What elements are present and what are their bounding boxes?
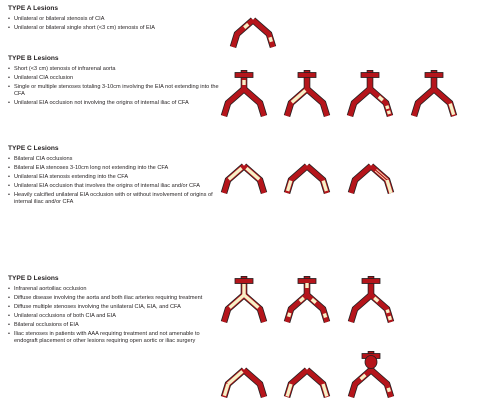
type-c-diagram-2 bbox=[287, 166, 327, 193]
left-iliac-vessel bbox=[350, 89, 370, 116]
left-iliac-vessel bbox=[351, 295, 371, 322]
lesion-left-eia bbox=[289, 313, 290, 317]
type-d-diagram-3 bbox=[351, 276, 391, 322]
type-d-item-5: • Bilateral occlusions of EIA bbox=[8, 322, 220, 329]
type-c-item-1: • Bilateral CIA occlusions bbox=[8, 156, 220, 163]
type-d-item-1: • Infrarenal aortoiliac occlusion bbox=[8, 286, 220, 293]
lesion-right-eia-b bbox=[389, 316, 390, 320]
type-a-diagram-1 bbox=[233, 20, 273, 47]
type-a-item-2: • Unilateral or bilateral single short (<3 cm) stenosis of EIA bbox=[8, 25, 220, 32]
left-iliac-vessel bbox=[351, 370, 371, 397]
type-b-diagram-1 bbox=[224, 70, 264, 116]
renal-arteries bbox=[362, 279, 380, 284]
type-b-item-4: • Unilateral EIA occlusion not involving the origins of internal iliac of CFA bbox=[8, 100, 220, 107]
type-d-diagram-5 bbox=[287, 370, 327, 397]
renal-arteries bbox=[235, 279, 253, 284]
renal-arteries bbox=[425, 73, 443, 78]
left-iliac-vessel bbox=[233, 20, 253, 47]
aneurysm bbox=[365, 356, 377, 369]
left-iliac-vessel bbox=[351, 166, 371, 193]
renal-arteries bbox=[235, 73, 253, 78]
type-d-item-4: • Unilateral occlusions of both CIA and EIA bbox=[8, 313, 220, 320]
renal-arteries bbox=[298, 279, 316, 284]
type-d-diagram-6 bbox=[351, 351, 391, 397]
right-iliac-vessel bbox=[253, 20, 273, 47]
lesion-right-eia-a bbox=[387, 310, 388, 313]
left-iliac-vessel bbox=[414, 89, 434, 116]
lesion-right-iliac bbox=[244, 295, 258, 308]
right-iliac-vessel bbox=[244, 89, 264, 116]
left-iliac-vessel bbox=[224, 89, 244, 116]
type-d-diagram-4 bbox=[224, 370, 264, 397]
type-d-diagram-2 bbox=[287, 276, 327, 322]
type-b-title: TYPE B Lesions bbox=[8, 55, 59, 62]
type-b-item-1: • Short (<3 cm) stenosis of infrarenal aorta bbox=[8, 66, 220, 73]
lesion-right-eia bbox=[388, 388, 389, 392]
type-c-item-5: • Heavily calcified unilateral EIA occlusion with or without involvement of origins of internal iliac and/or CFA bbox=[8, 192, 220, 206]
type-c-diagram-1 bbox=[224, 166, 264, 193]
type-d-item-3: • Diffuse multiple stenoses involving the unilateral CIA, EIA, and CFA bbox=[8, 304, 220, 311]
lesion-right-eia bbox=[270, 37, 271, 42]
lesion-right-eia bbox=[324, 314, 325, 318]
type-c-item-2: • Bilateral EIA stenoses 3-10cm long not extending into the CFA bbox=[8, 165, 220, 172]
lesion-right-eia-a bbox=[387, 106, 388, 109]
right-iliac-vessel bbox=[244, 370, 264, 397]
type-a-title: TYPE A Lesions bbox=[8, 5, 59, 12]
type-c-item-4: • Unilateral EIA occlusion that involves the origins of internal iliac and/or CFA bbox=[8, 183, 220, 190]
renal-arteries bbox=[298, 73, 316, 78]
lesion-right-eia-b bbox=[388, 111, 389, 114]
type-c-title: TYPE C Lesions bbox=[8, 145, 59, 152]
type-c-diagram-3 bbox=[351, 166, 391, 193]
type-d-title: TYPE D Lesions bbox=[8, 275, 59, 282]
right-iliac-vessel bbox=[307, 295, 327, 322]
type-c-item-3: • Unilateral EIA stenosis extending into the CFA bbox=[8, 174, 220, 181]
type-b-diagram-2 bbox=[287, 70, 327, 116]
type-b-diagram-3 bbox=[350, 70, 390, 116]
type-b-diagram-4 bbox=[414, 70, 454, 116]
lesion-left-cia-occlusion bbox=[228, 371, 242, 384]
type-d-item-6: • Iliac stenoses in patients with AAA requiring treatment and not amenable to endograft placement or other lesions requiring open aortic or iliac surgery bbox=[8, 331, 220, 345]
right-iliac-vessel bbox=[371, 370, 391, 397]
type-b-item-3: • Single or multiple stenoses totaling 3-10cm involving the EIA not extending into the CFA bbox=[8, 84, 220, 98]
type-a-item-1: • Unilateral or bilateral stenosis of CIA bbox=[8, 16, 220, 23]
right-iliac-vessel bbox=[307, 89, 327, 116]
lesion-left-iliac bbox=[230, 295, 244, 308]
type-d-diagram-1 bbox=[224, 276, 264, 322]
type-d-item-2: • Diffuse disease involving the aorta and both iliac arteries requiring treatment bbox=[8, 295, 220, 302]
renal-arteries bbox=[361, 73, 379, 78]
type-b-item-2: • Unilateral CIA occlusion bbox=[8, 75, 220, 82]
